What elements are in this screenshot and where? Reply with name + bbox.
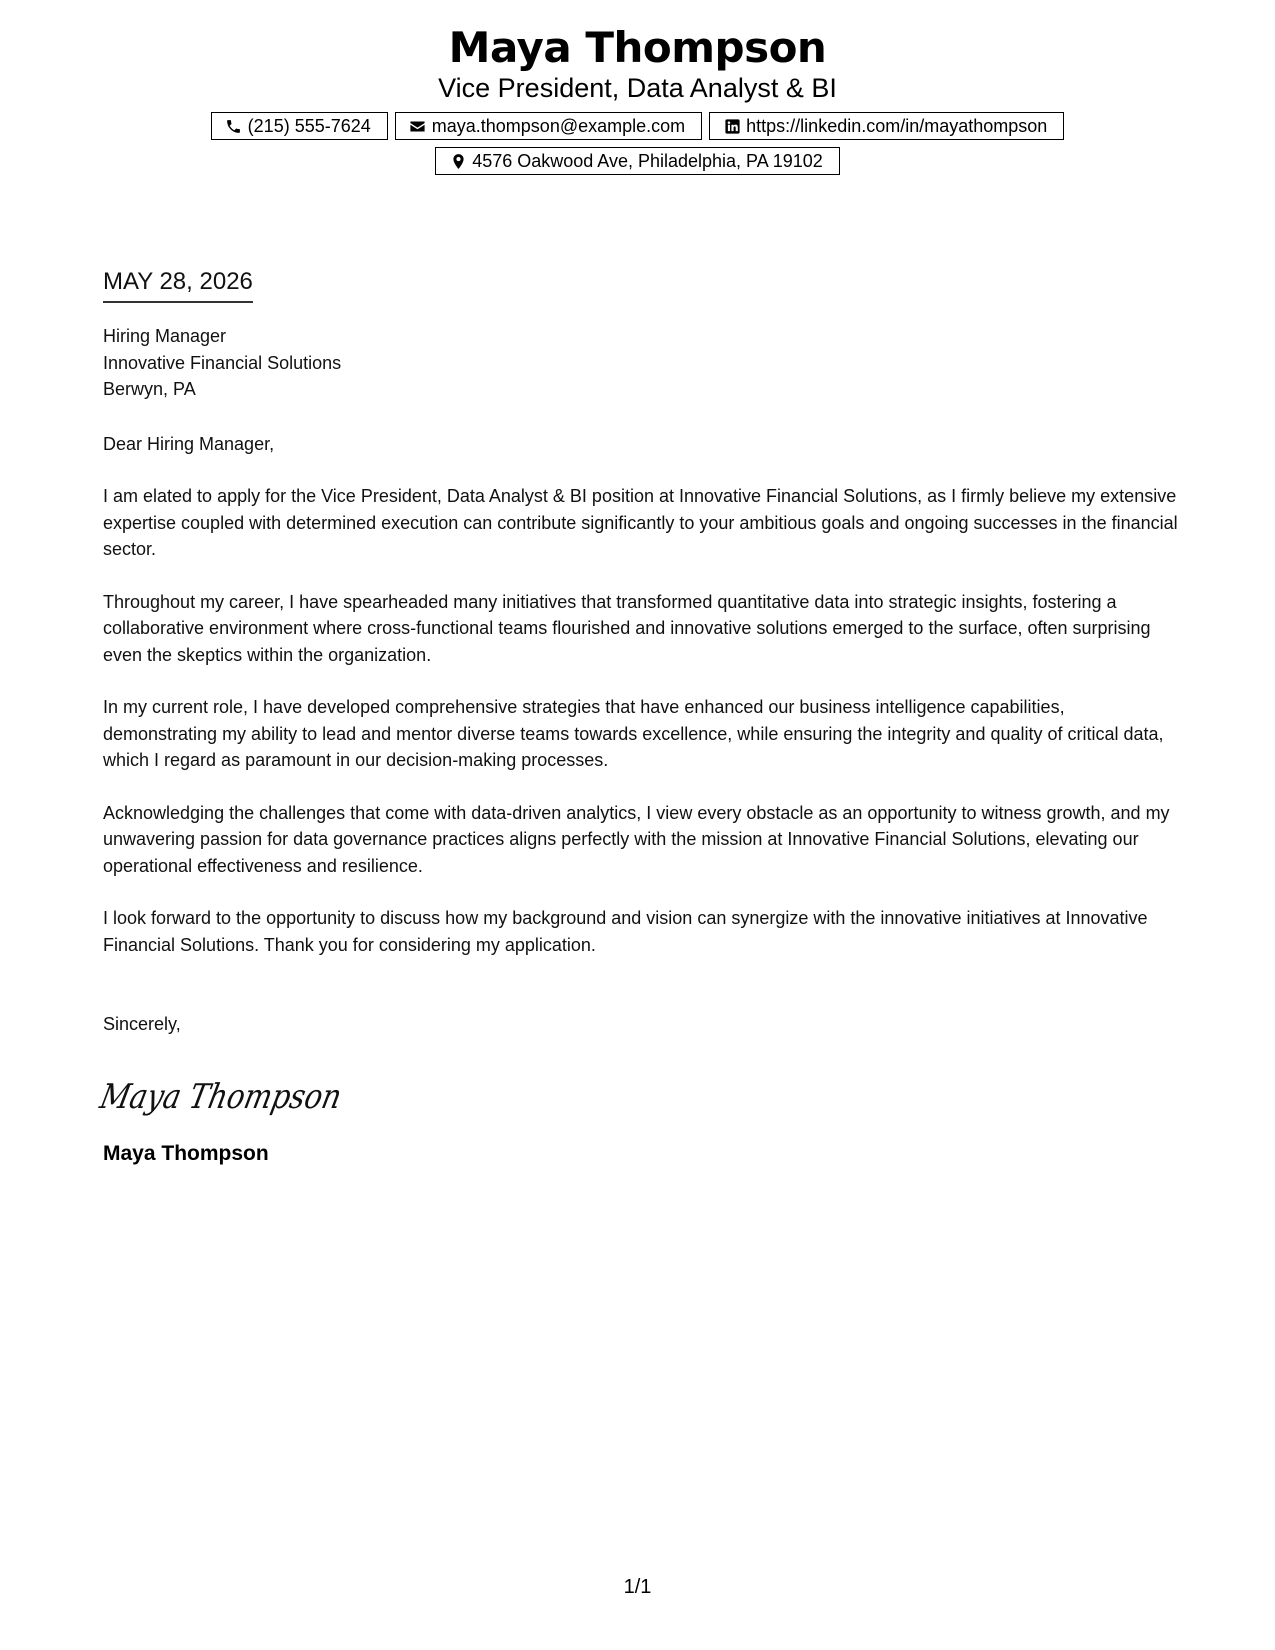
map-pin-icon [449, 152, 467, 170]
handwritten-signature [96, 1068, 1178, 1124]
body-paragraph: Throughout my career, I have spearheaded many initiatives that transformed quantitative data into strategic insights, fostering a collaborative environment where cross-functional teams flourished and innovative solutions emerged to the surface, often surprising even the skeptics within the organization. [103, 591, 1151, 665]
recipient-line: Innovative Financial Solutions [103, 352, 342, 373]
letter-header [0, 22, 1275, 175]
phone-icon [225, 117, 243, 135]
recipient-line: Berwyn, PA [103, 379, 196, 399]
body-paragraph: In my current role, I have developed comprehensive strategies that have enhanced our business intelligence capabilities, demonstrating my ability to lead and mentor diverse teams towards excellence, while ensuring the integrity and quality of critical data, which I regard as paramount in our decision-making processes. [103, 697, 1164, 770]
applicant-name: Maya Thompson [448, 23, 827, 72]
linkedin-icon [723, 117, 741, 135]
linkedin-text: https://linkedin.com/in/mayathompson [746, 115, 1048, 136]
envelope-icon [409, 117, 427, 135]
letter-date: MAY 28, 2026 [103, 266, 253, 303]
svg-text:Maya Thompson: Maya Thompson [96, 1076, 390, 1117]
page-number: 1/1 [623, 1576, 652, 1598]
contact-row-primary [0, 112, 1275, 140]
body-paragraph: Acknowledging the challenges that come with data-driven analytics, I view every obstacle as an opportunity to witness growth, and my unwavering passion for data governance practices aligns perfectly with the mission at Innovative Financial Solutions, elevating our operational effectiveness and resilience. [103, 802, 1170, 876]
body-paragraph: I look forward to the opportunity to discuss how my background and vision can synergize with the innovative initiatives at Innovative Financial Solutions. Thank you for considering my application. [103, 908, 1148, 955]
recipient-line: Hiring Manager [103, 326, 227, 346]
contact-row-secondary [0, 147, 1275, 175]
address-text: 4576 Oakwood Ave, Philadelphia, PA 19102 [472, 150, 823, 171]
email-text: maya.thompson@example.com [431, 115, 686, 136]
address-contact[interactable] [435, 147, 840, 175]
applicant-title: Vice President, Data Analyst & BI [438, 73, 837, 103]
recipient-block [103, 323, 1178, 403]
closing-line: Sincerely, [103, 1014, 181, 1034]
linkedin-contact[interactable] [709, 112, 1064, 140]
body-paragraph: I am elated to apply for the Vice President, Data Analyst & BI position at Innovative Financial Solutions, as I firmly believe my extensive expertise coupled with determined execution can contribute significantly to your ambitious goals and ongoing successes in the financial sector. [103, 486, 1178, 559]
salutation: Dear Hiring Manager, [103, 433, 275, 454]
signer-name: Maya Thompson [103, 1141, 269, 1165]
email-contact[interactable] [395, 112, 702, 140]
phone-contact[interactable] [211, 112, 388, 140]
letter-body [96, 266, 1178, 1168]
phone-text: (215) 555-7624 [247, 115, 371, 136]
